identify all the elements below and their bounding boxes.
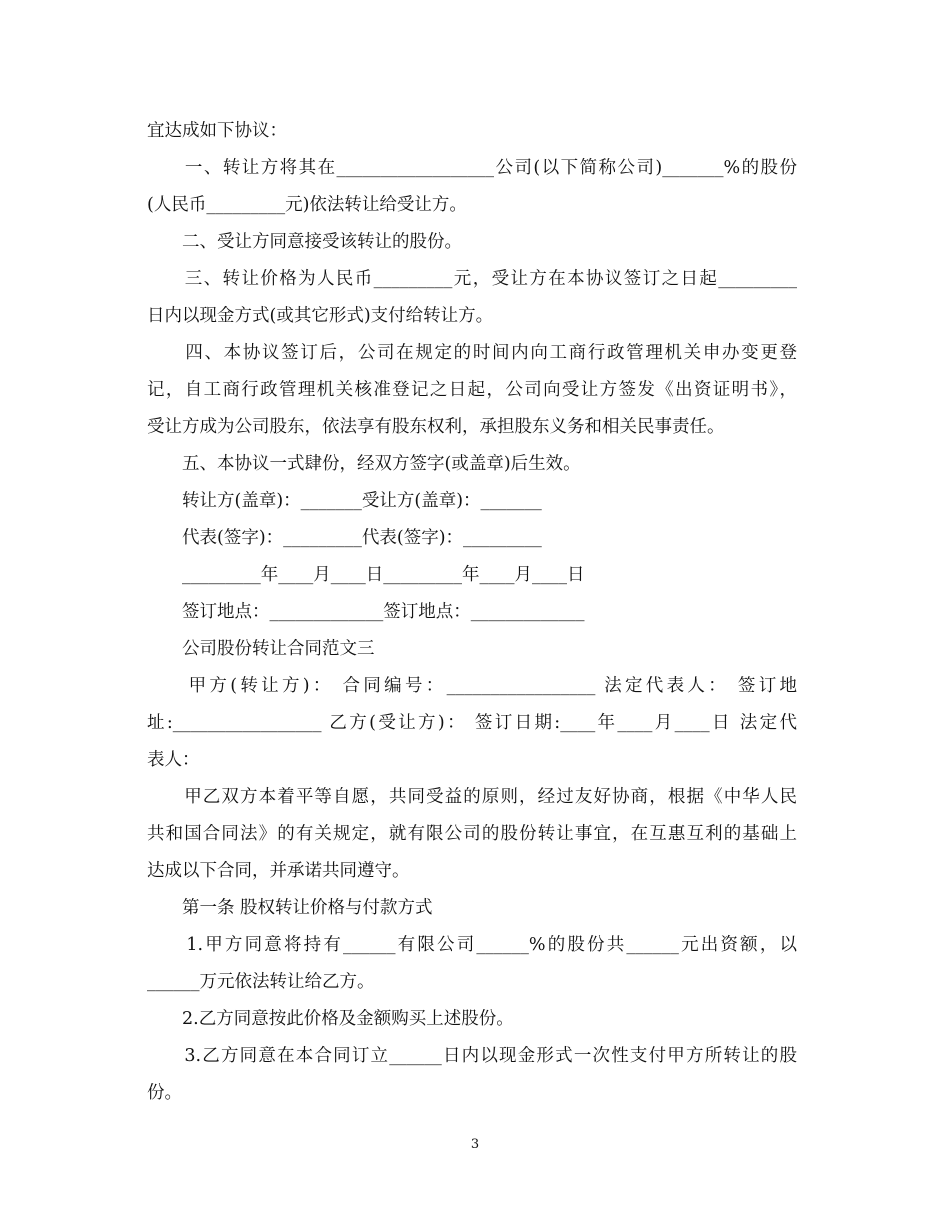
text-line: 3.乙方同意在本合同订立______日内以现金形式一次性支付甲方所转让的股 xyxy=(147,1046,797,1066)
text-line: 份。 xyxy=(147,1083,182,1103)
text-line: 记，自工商行政管理机关核准登记之日起，公司向受让方签发《出资证明书》， xyxy=(147,380,797,400)
text-line: 日内以现金方式(或其它形式)支付给转让方。 xyxy=(147,306,494,326)
text-line: 共和国合同法》的有关规定，就有限公司的股份转让事宜，在互惠互利的基础上 xyxy=(147,824,797,844)
text-line: 1.甲方同意将持有______有限公司______%的股份共______元出资额，以 xyxy=(147,935,797,955)
date-line: _________年____月____日_________年____月____日 xyxy=(147,565,585,585)
signature-line: 代表(签字)：_________代表(签字)：_________ xyxy=(147,528,542,548)
text-line: 址:_________________ 乙方(受让方)： 签订日期:____年____月____日 法定代 xyxy=(147,713,797,733)
page-number: 3 xyxy=(470,1137,480,1152)
text-line: 达成以下合同，并承诺共同遵守。 xyxy=(147,861,410,881)
text-line: 受让方成为公司股东，依法享有股东权利，承担股东义务和相关民事责任。 xyxy=(147,417,725,437)
text-line: 三、转让价格为人民币_________元，受让方在本协议签订之日起_________ xyxy=(147,269,797,289)
text-line: 四、本协议签订后，公司在规定的时间内向工商行政管理机关申办变更登 xyxy=(147,343,797,363)
text-line: 一、转让方将其在__________________公司(以下简称公司)_______%的股份 xyxy=(147,158,797,178)
text-line: 表人： xyxy=(147,750,200,770)
text-line: 二、受让方同意接受该转让的股份。 xyxy=(147,232,462,252)
text-line: 甲方(转让方)： 合同编号：_________________ 法定代表人： 签订地 xyxy=(147,676,797,696)
text-line: 宜达成如下协议： xyxy=(147,121,287,141)
location-line: 签订地点：_____________签订地点：_____________ xyxy=(147,602,585,622)
section-title: 公司股份转让合同范文三 xyxy=(147,639,375,659)
article-heading: 第一条 股权转让价格与付款方式 xyxy=(147,898,433,918)
signature-line: 转让方(盖章)：_______受让方(盖章)：_______ xyxy=(147,491,542,511)
text-line: (人民币_________元)依法转让给受让方。 xyxy=(147,195,467,215)
text-line: 2.乙方同意按此价格及金额购买上述股份。 xyxy=(147,1009,514,1029)
text-line: ______万元依法转让给乙方。 xyxy=(147,972,375,992)
text-line: 甲乙双方本着平等自愿，共同受益的原则，经过友好协商，根据《中华人民 xyxy=(147,787,797,807)
text-line: 五、本协议一式肆份，经双方签字(或盖章)后生效。 xyxy=(147,454,581,474)
